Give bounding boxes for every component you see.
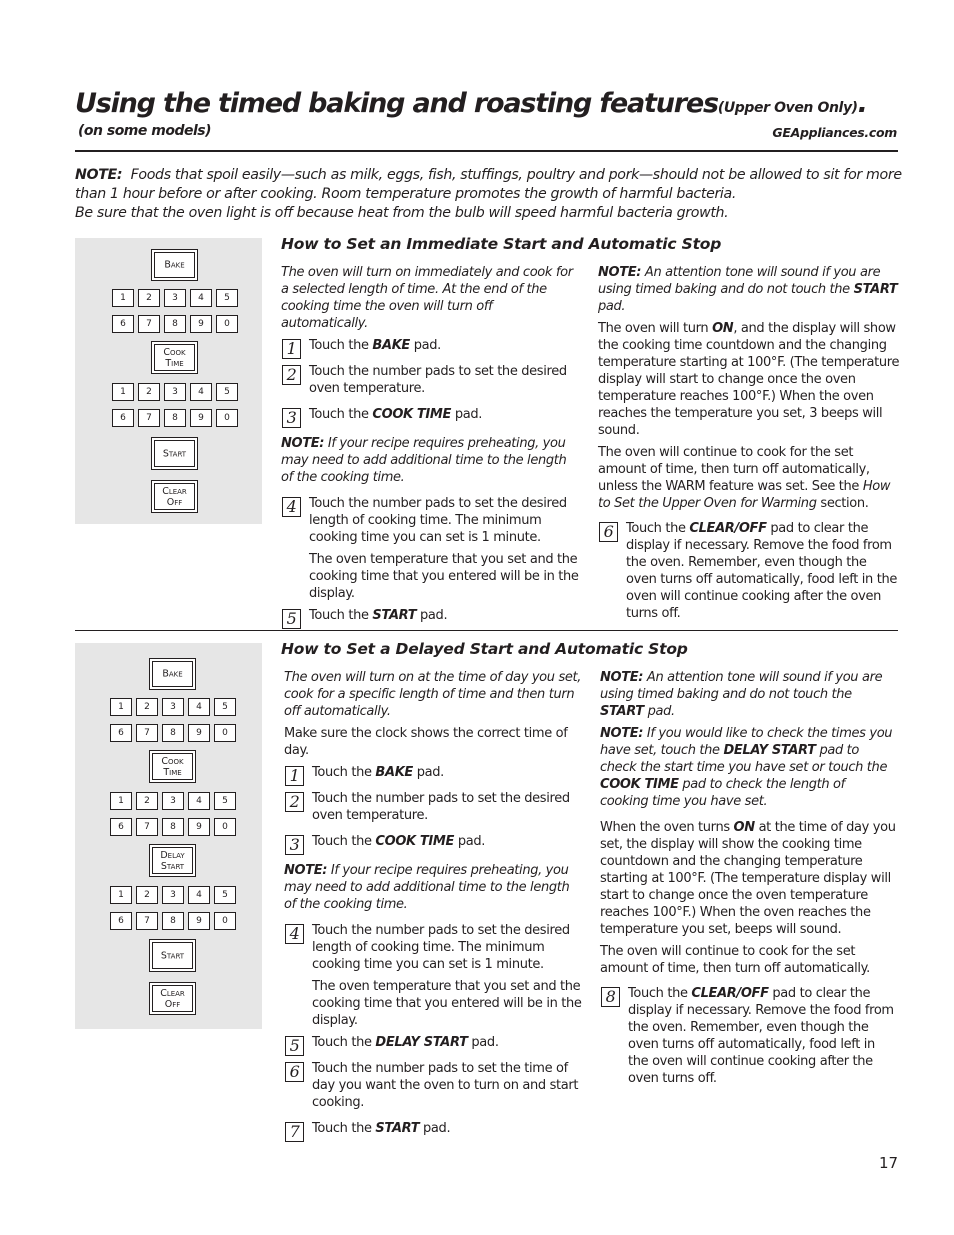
oven-on-text: The oven will turn ON, and the display will show the cooking time countdown and the changing temperature starting at 100°F. (The temperature display will start to change once the oven temperature reaches 100°F.) When the oven reaches the temperature you set, 3 beeps will sound. xyxy=(598,321,900,438)
digit-key: 6 xyxy=(110,818,132,836)
digit-key: 5 xyxy=(214,698,236,716)
digit-key: 0 xyxy=(214,818,236,836)
digit-key: 6 xyxy=(110,724,132,742)
check-times-note: NOTE: If you would like to check the times you have set, touch the DELAY START pad to check the start time you have set or touch the COOK TIME pad to check the length of cooking time you have set. xyxy=(600,726,893,809)
digit-key: 6 xyxy=(112,315,134,333)
step-2: 2 Touch the number pads to set the desired oven temperature. xyxy=(284,790,582,824)
digit-key: 6 xyxy=(110,912,132,930)
clock-text: Make sure the clock shows the correct time of day. xyxy=(284,726,568,758)
delay-start-key: Delay Start xyxy=(149,844,196,877)
step-4: 4 Touch the number pads to set the desired length of cooking time. The minimum cooking time you can set is 1 minute. xyxy=(281,495,581,546)
digit-key: 3 xyxy=(162,886,184,904)
digit-key: 7 xyxy=(138,315,160,333)
page-title: Using the timed baking and roasting features(Upper Oven Only). xyxy=(75,88,867,119)
oven-on-text: When the oven turns ON at the time of day you set, the display will show the cooking time countdown and the changing temperature starting at 100°F. (The temperature display will start to change once the oven temperature reaches 100°F.) When the oven reaches the temperature you set, beeps will sound. xyxy=(600,820,896,937)
site-url: GEAppliances.com xyxy=(772,125,897,140)
digit-key: 2 xyxy=(138,383,160,401)
digit-key: 9 xyxy=(188,724,210,742)
bake-key: Bake xyxy=(151,249,198,281)
step-8: 8 Touch the CLEAR/OFF pad to clear the display if necessary. Remove the food from the oven. Remember, even though the oven turns off automatically, food left in the oven will continue cooking after the oven turns off. xyxy=(600,985,896,1087)
step-3: 3 Touch the COOK TIME pad. xyxy=(281,406,581,423)
delayed-steps-column xyxy=(284,669,582,1146)
attention-tone-note: NOTE: An attention tone will sound if you are using timed baking and do not touch the START pad. xyxy=(598,265,898,314)
digit-key: 3 xyxy=(164,383,186,401)
digit-key: 8 xyxy=(162,818,184,836)
cook-time-key: Cook Time xyxy=(149,750,196,783)
cook-time-key: Cook Time xyxy=(151,341,198,374)
preheat-note: NOTE: If your recipe requires preheating, you may need to add additional time to the length of the cooking time. xyxy=(284,863,570,912)
clear-off-key: Clear Off xyxy=(151,480,198,513)
digit-key: 4 xyxy=(190,289,212,307)
digit-key: 1 xyxy=(112,383,134,401)
step-6: 6 Touch the CLEAR/OFF pad to clear the display if necessary. Remove the food from the oven. Remember, even though the oven turns off automatically, food left in the oven will continue cooking after the oven turns off. xyxy=(598,520,900,622)
digit-key: 2 xyxy=(136,792,158,810)
step-4-detail: The oven temperature that you set and the cooking time that you entered will be in the display. xyxy=(312,979,582,1028)
intro-text: The oven will turn on immediately and cook for a selected length of time. At the end of the cooking time the oven will turn off automatically. xyxy=(281,265,573,331)
immediate-steps-column xyxy=(281,264,581,633)
step-3: 3 Touch the COOK TIME pad. xyxy=(284,833,582,850)
section-divider xyxy=(75,630,898,631)
digit-key: 3 xyxy=(164,289,186,307)
digit-key: 5 xyxy=(216,289,238,307)
keypad-panel-immediate xyxy=(75,238,262,524)
step-1: 1 Touch the BAKE pad. xyxy=(284,764,582,781)
keypad-panel-delayed xyxy=(75,643,262,1029)
digit-key: 1 xyxy=(110,886,132,904)
step-5: 5 Touch the DELAY START pad. xyxy=(284,1034,582,1051)
digit-key: 0 xyxy=(216,409,238,427)
digit-key: 5 xyxy=(214,886,236,904)
digit-key: 9 xyxy=(188,912,210,930)
food-safety-note: NOTE: Foods that spoil easily—such as milk, eggs, fish, stuffings, poultry and pork—should not be allowed to sit for more than 1 hour before or after cooking. Room temperature promotes the growth of harmful bacteria. Be sure that the oven light is off because heat from the bulb will speed harmful bacteria growth. xyxy=(75,167,902,221)
digit-key: 2 xyxy=(138,289,160,307)
digit-key: 8 xyxy=(164,409,186,427)
digit-key: 8 xyxy=(162,912,184,930)
oven-continue-text: The oven will continue to cook for the set amount of time, then turn off automatically, unless the WARM feature was set. See the How to Set the Upper Oven for Warming section. xyxy=(598,445,891,511)
digit-key: 4 xyxy=(190,383,212,401)
digit-key: 2 xyxy=(136,886,158,904)
digit-key: 4 xyxy=(188,792,210,810)
digit-key: 7 xyxy=(136,912,158,930)
step-2: 2 Touch the number pads to set the desired oven temperature. xyxy=(281,363,581,397)
digit-key: 7 xyxy=(138,409,160,427)
intro-text: The oven will turn on at the time of day you set, cook for a specific length of time and then turn off automatically. xyxy=(284,670,582,719)
digit-key: 3 xyxy=(162,792,184,810)
digit-key: 4 xyxy=(188,886,210,904)
digit-key: 1 xyxy=(110,698,132,716)
attention-tone-note: NOTE: An attention tone will sound if you are using timed baking and do not touch the START pad. xyxy=(600,670,883,719)
step-7: 7 Touch the START pad. xyxy=(284,1120,582,1137)
digit-key: 5 xyxy=(214,792,236,810)
digit-key: 7 xyxy=(136,818,158,836)
step-6: 6 Touch the number pads to set the time of day you want the oven to turn on and start cooking. xyxy=(284,1060,582,1111)
section-heading-delayed: How to Set a Delayed Start and Automatic Stop xyxy=(281,640,688,658)
digit-key: 2 xyxy=(136,698,158,716)
step-1: 1 Touch the BAKE pad. xyxy=(281,337,581,354)
digit-key: 8 xyxy=(164,315,186,333)
digit-key: 0 xyxy=(214,724,236,742)
digit-key: 3 xyxy=(162,698,184,716)
digit-key: 9 xyxy=(190,315,212,333)
digit-key: 4 xyxy=(188,698,210,716)
delayed-info-column xyxy=(600,669,896,1096)
digit-key: 9 xyxy=(190,409,212,427)
step-5: 5 Touch the START pad. xyxy=(281,607,581,624)
digit-key: 7 xyxy=(136,724,158,742)
preheat-note: NOTE: If your recipe requires preheating, you may need to add additional time to the length of the cooking time. xyxy=(281,436,567,485)
start-key: Start xyxy=(149,939,196,972)
step-4-detail: The oven temperature that you set and the cooking time that you entered will be in the display. xyxy=(309,552,579,601)
section-heading-immediate: How to Set an Immediate Start and Automatic Stop xyxy=(281,235,722,253)
bake-key: Bake xyxy=(149,658,196,690)
digit-key: 1 xyxy=(110,792,132,810)
start-key: Start xyxy=(151,437,198,470)
digit-key: 0 xyxy=(216,315,238,333)
page-subtitle: (on some models) xyxy=(78,123,212,139)
page-number: 17 xyxy=(879,1154,899,1172)
clear-off-key: Clear Off xyxy=(149,982,196,1015)
oven-continue-text: The oven will continue to cook for the set amount of time, then turn off automatically. xyxy=(600,944,870,976)
digit-key: 0 xyxy=(214,912,236,930)
digit-key: 9 xyxy=(188,818,210,836)
step-4: 4 Touch the number pads to set the desired length of cooking time. The minimum cooking time you can set is 1 minute. xyxy=(284,922,582,973)
immediate-info-column xyxy=(598,264,900,631)
digit-key: 8 xyxy=(162,724,184,742)
digit-key: 1 xyxy=(112,289,134,307)
header-rule xyxy=(75,150,898,152)
digit-key: 6 xyxy=(112,409,134,427)
digit-key: 5 xyxy=(216,383,238,401)
